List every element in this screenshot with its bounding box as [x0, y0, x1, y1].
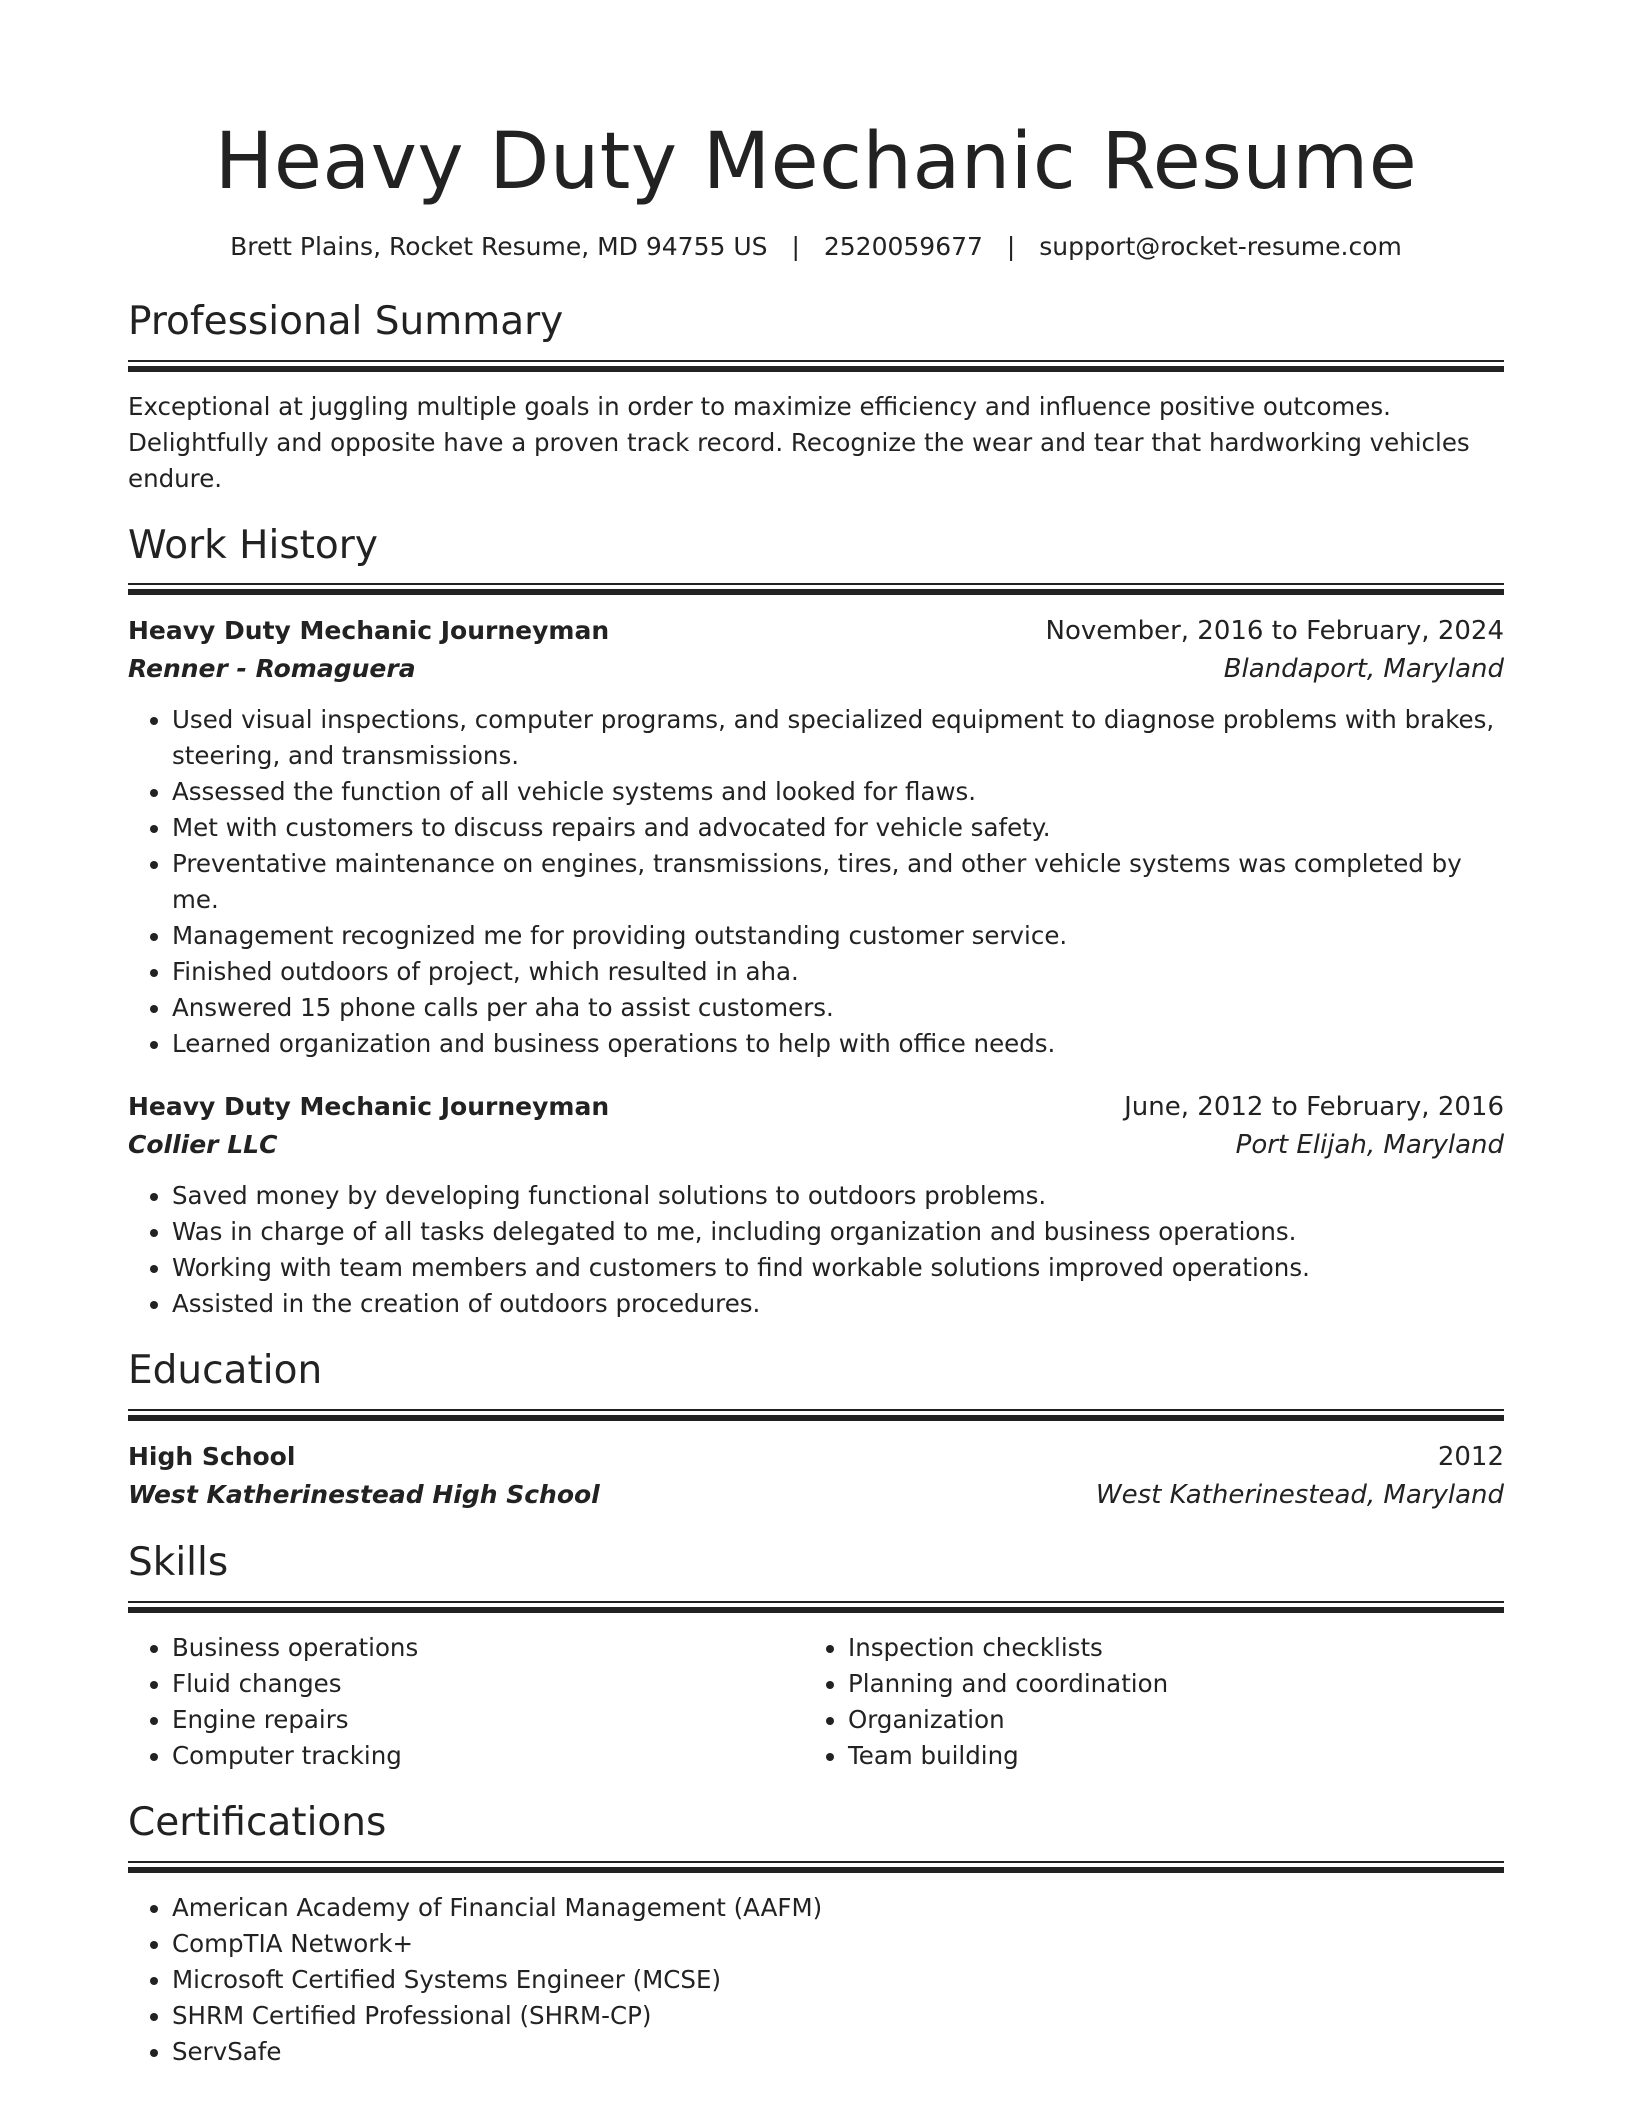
resume-title: Heavy Duty Mechanic Resume	[214, 117, 1418, 207]
summary-section	[128, 299, 1504, 497]
job-company: Collier LLC	[128, 1130, 278, 1160]
list-item: • Engine repairs	[172, 1702, 804, 1738]
job-company: Renner - Romaguera	[128, 654, 416, 684]
skills-grid	[128, 1630, 1504, 1774]
section-divider	[128, 583, 1504, 596]
list-item: • Answered 15 phone calls per aha to assist customers.	[172, 990, 1504, 1026]
job-title-row	[128, 612, 1504, 650]
list-item: • Microsoft Certified Systems Engineer (MCSE)	[172, 1962, 1504, 1998]
job-location: Port Elijah, Maryland	[1235, 1130, 1504, 1161]
job-entry	[128, 1088, 1504, 1322]
skills-list-left	[128, 1630, 804, 1774]
work-history-section	[128, 523, 1504, 1323]
certifications-list	[128, 1890, 1504, 2070]
education-year: 2012	[1437, 1442, 1504, 1473]
list-item: • Finished outdoors of project, which resulted in aha.	[172, 954, 1504, 990]
list-item: • Inspection checklists	[848, 1630, 1480, 1666]
list-item: • Fluid changes	[172, 1666, 804, 1702]
work-history-heading: Work History	[128, 522, 378, 568]
list-item: • ServSafe	[172, 2034, 1504, 2070]
list-item: • Computer tracking	[172, 1738, 804, 1774]
skills-list-right	[804, 1630, 1480, 1774]
job-entry	[128, 612, 1504, 1062]
contact-separator: |	[791, 231, 800, 261]
section-divider	[128, 1601, 1504, 1614]
list-item: • Management recognized me for providing outstanding customer service.	[172, 918, 1504, 954]
education-school-row	[128, 1476, 1504, 1514]
job-location: Blandaport, Maryland	[1223, 654, 1504, 685]
job-title: Heavy Duty Mechanic Journeyman	[128, 1092, 610, 1122]
section-divider	[128, 360, 1504, 373]
list-item: • Organization	[848, 1702, 1480, 1738]
contact-phone: 2520059677	[823, 231, 983, 261]
contact-email: support@rocket-resume.com	[1039, 231, 1402, 261]
certifications-section	[128, 1800, 1504, 2070]
job-dates: June, 2012 to February, 2016	[1124, 1092, 1504, 1123]
job-title: Heavy Duty Mechanic Journeyman	[128, 616, 610, 646]
list-item: • CompTIA Network+	[172, 1926, 1504, 1962]
list-item: • Saved money by developing functional solutions to outdoors problems.	[172, 1178, 1504, 1214]
job-title-row	[128, 1088, 1504, 1126]
list-item: • Assisted in the creation of outdoors procedures.	[172, 1286, 1504, 1322]
education-location: West Katherinestead, Maryland	[1095, 1480, 1504, 1511]
contact-line	[128, 232, 1504, 261]
list-item: • Assessed the function of all vehicle systems and looked for flaws.	[172, 774, 1504, 810]
education-degree: High School	[128, 1442, 296, 1472]
list-item: • Planning and coordination	[848, 1666, 1480, 1702]
list-item: • Used visual inspections, computer programs, and specialized equipment to diagnose problems with brakes, steering, and transmissions.	[172, 702, 1504, 774]
list-item: • Was in charge of all tasks delegated to me, including organization and business operations.	[172, 1214, 1504, 1250]
summary-heading: Professional Summary	[128, 298, 564, 344]
certifications-heading: Certifications	[128, 1799, 387, 1845]
education-heading: Education	[128, 1348, 323, 1394]
contact-address: Brett Plains, Rocket Resume, MD 94755 US	[230, 231, 768, 261]
contact-separator: |	[1006, 231, 1016, 261]
section-divider	[128, 1409, 1504, 1422]
job-bullets	[128, 1178, 1504, 1322]
education-degree-row	[128, 1438, 1504, 1476]
job-dates: November, 2016 to February, 2024	[1045, 616, 1504, 647]
list-item: • Business operations	[172, 1630, 804, 1666]
summary-text: Exceptional at juggling multiple goals in order to maximize efficiency and influence positive outcomes. Delightfully and opposite have a proven track record. Recognize the wear and tear that hardworking vehicles endure.	[128, 391, 1470, 493]
list-item: • Preventative maintenance on engines, transmissions, tires, and other vehicle systems was completed by me.	[172, 846, 1504, 918]
job-bullets	[128, 702, 1504, 1062]
skills-section	[128, 1540, 1504, 1774]
job-company-row	[128, 650, 1504, 688]
list-item: • SHRM Certified Professional (SHRM-CP)	[172, 1998, 1504, 2034]
section-divider	[128, 1861, 1504, 1874]
list-item: • American Academy of Financial Management (AAFM)	[172, 1890, 1504, 1926]
list-item: • Learned organization and business operations to help with office needs.	[172, 1026, 1504, 1062]
education-school: West Katherinestead High School	[128, 1480, 600, 1510]
list-item: • Met with customers to discuss repairs and advocated for vehicle safety.	[172, 810, 1504, 846]
education-section	[128, 1348, 1504, 1514]
list-item: • Working with team members and customers to find workable solutions improved operations.	[172, 1250, 1504, 1286]
job-company-row	[128, 1126, 1504, 1164]
skills-heading: Skills	[128, 1540, 229, 1586]
list-item: • Team building	[848, 1738, 1480, 1774]
